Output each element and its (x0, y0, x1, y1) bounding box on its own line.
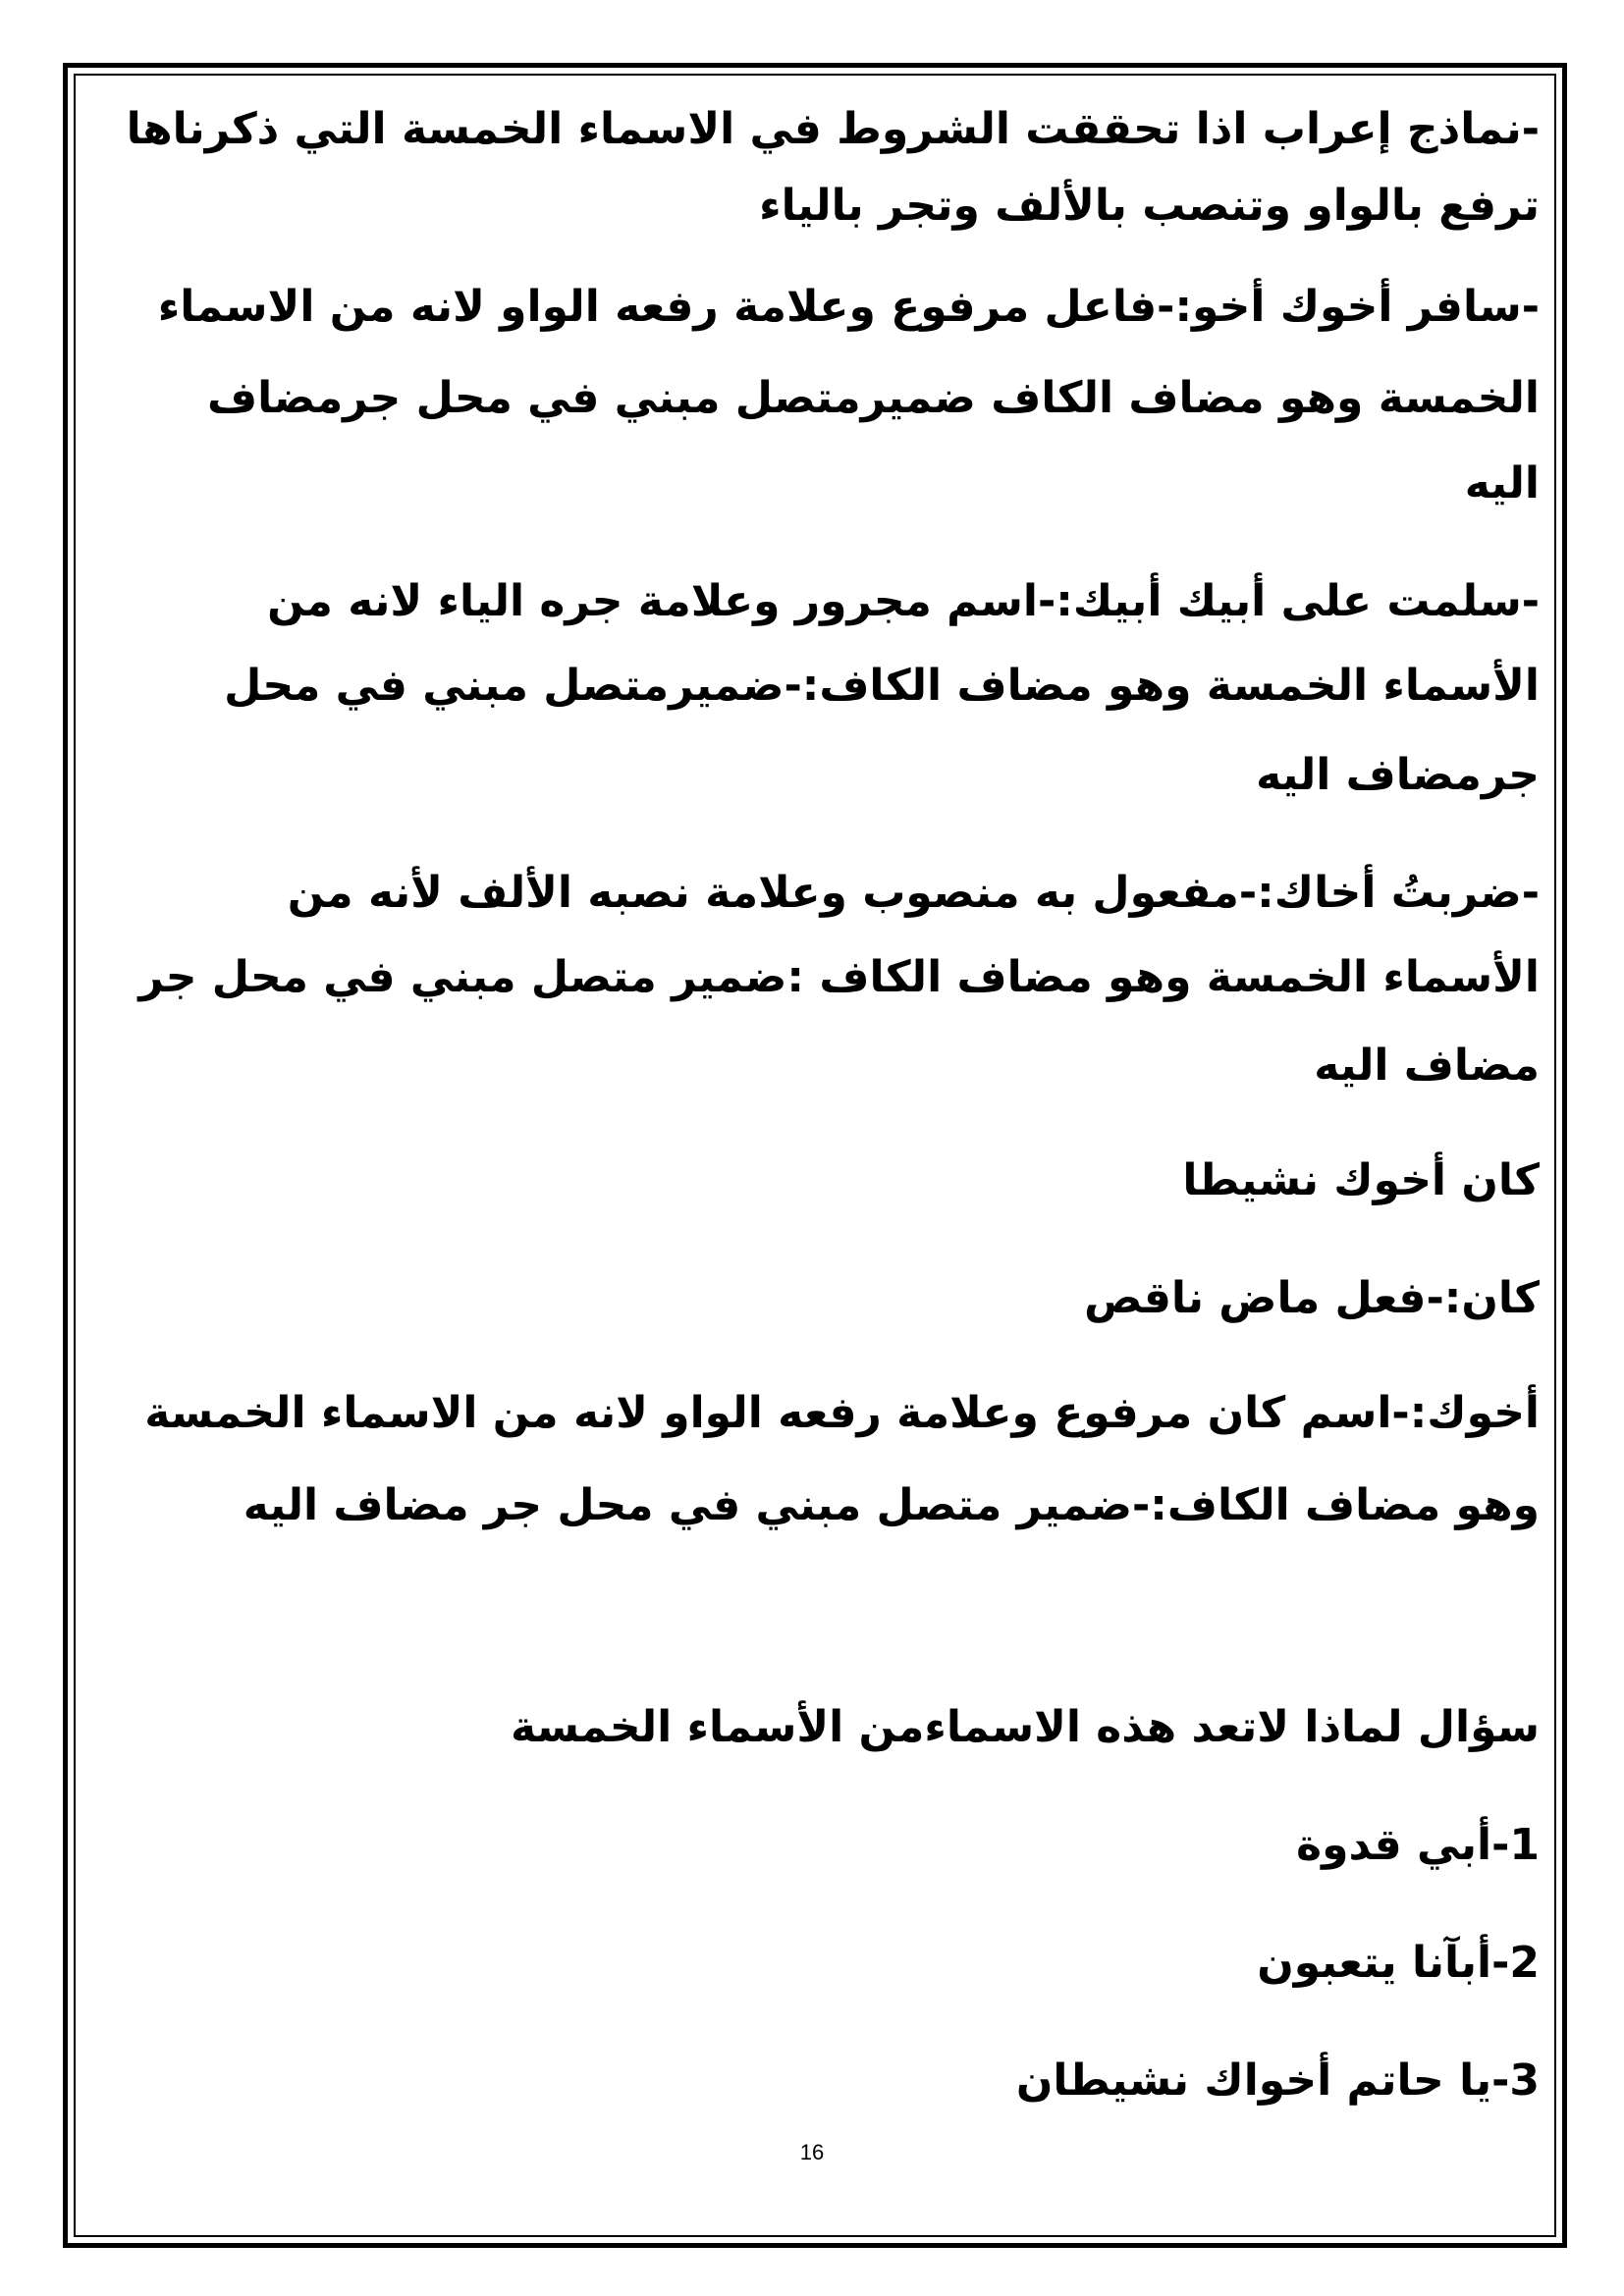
text-line: كان:-فعل ماض ناقص (1084, 1273, 1540, 1323)
text-line: -سافر أخوك أخو:-فاعل مرفوع وعلامة رفعه الواو لانه من الاسماء (157, 282, 1540, 332)
text-line: أخوك:-اسم كان مرفوع وعلامة رفعه الواو لانه من الاسماء الخمسة (144, 1388, 1540, 1438)
text-line: ترفع بالواو وتنصب بالألف وتجر بالياء (759, 181, 1540, 231)
text-line: -ضربتُ أخاك:-مفعول به منصوب وعلامة نصبه الألف لأنه من (287, 868, 1540, 918)
text-line: جرمضاف اليه (1256, 750, 1540, 800)
text-line: كان أخوك نشيطا (1182, 1155, 1540, 1205)
question-item: 1-أبي قدوة (1296, 1820, 1540, 1870)
text-line: الأسماء الخمسة وهو مضاف الكاف :ضمير متصل مبني في محل جر (138, 952, 1540, 1002)
text-line: -نماذج إعراب اذا تحققت الشروط في الاسماء الخمسة التي ذكرناها (126, 104, 1540, 154)
text-line: الخمسة وهو مضاف الكاف ضميرمتصل مبني في محل جرمضاف (206, 373, 1540, 423)
question-item: 3-يا حاتم أخواك نشيطان (1015, 2056, 1540, 2106)
question-heading: سؤال لماذا لاتعد هذه الاسماءمن الأسماء الخمسة (510, 1702, 1540, 1752)
text-line: وهو مضاف الكاف:-ضمير متصل مبني في محل جر مضاف اليه (243, 1480, 1540, 1530)
text-line: الأسماء الخمسة وهو مضاف الكاف:-ضميرمتصل مبني في محل (224, 661, 1540, 711)
text-line: -سلمت على أبيك أبيك:-اسم مجرور وعلامة جره الياء لانه من (267, 576, 1540, 626)
text-line: مضاف اليه (1314, 1041, 1540, 1091)
page-number: 16 (799, 2140, 825, 2164)
question-item: 2-أبآنا يتعبون (1257, 1938, 1540, 1988)
text-line: اليه (1464, 458, 1540, 508)
